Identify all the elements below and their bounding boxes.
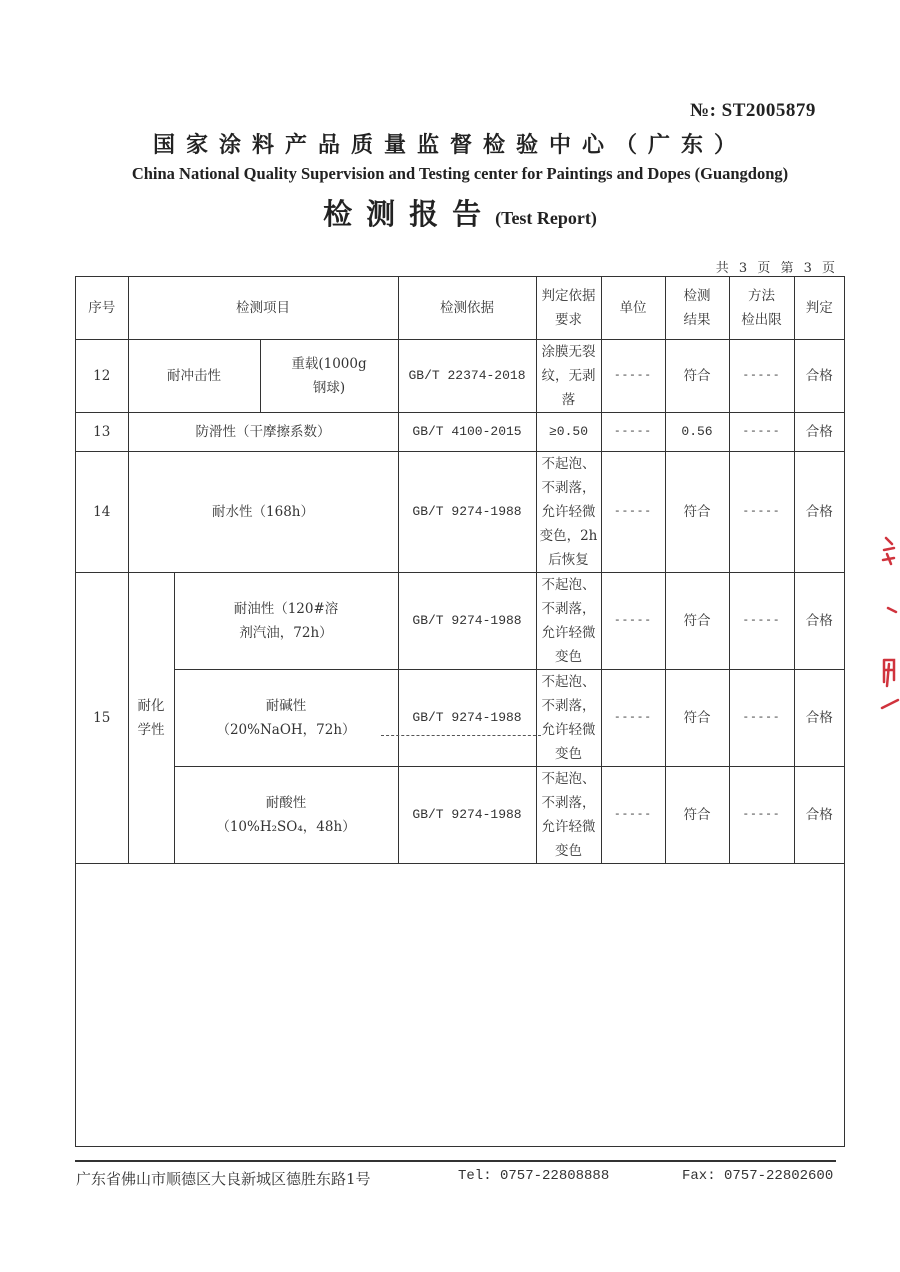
test-result: 符合 [665,669,729,766]
header-unit: 单位 [601,277,665,339]
test-basis: GB/T 9274-1988 [398,669,536,766]
test-subitem: 重载(1000g 钢球) [260,339,398,412]
seal-stamp-fragment-icon [878,530,900,730]
table-row [76,339,844,412]
test-limit: ----- [729,572,794,669]
report-title-en: (Test Report) [495,208,597,228]
test-verdict: 合格 [794,766,844,863]
header-verdict: 判定 [794,277,844,339]
test-unit: ----- [601,766,665,863]
test-result: 符合 [665,451,729,572]
table-row [76,572,844,669]
test-result: 符合 [665,339,729,412]
test-result: 符合 [665,766,729,863]
test-basis: GB/T 9274-1988 [398,572,536,669]
footer-fax: Fax: 0757-22802600 [682,1168,834,1184]
report-number: №: ST2005879 [690,100,816,121]
report-title [0,192,900,233]
header-no: 序号 [76,277,128,339]
test-limit: ----- [729,339,794,412]
header-basis: 检测依据 [398,277,536,339]
header-requirement: 判定依据要求 [536,277,601,339]
test-basis: GB/T 9274-1988 [398,766,536,863]
test-item: 防滑性（干摩擦系数） [128,412,398,451]
test-verdict: 合格 [794,451,844,572]
table-row [76,451,844,572]
footer-tel: Tel: 0757-22808888 [458,1168,610,1184]
test-basis: GB/T 9274-1988 [398,451,536,572]
header-row [76,277,844,339]
organization-name-en: China National Quality Supervision and Testing center for Paintings and Dopes (Guangdong) [131,164,789,183]
footer-address: 广东省佛山市顺德区大良新城区德胜东路1号 [76,1170,371,1188]
row-no: 12 [76,339,128,412]
test-unit: ----- [601,412,665,451]
test-item: 耐水性（168h） [128,451,398,572]
row-no: 15 [76,572,128,863]
header-item: 检测项目 [128,277,398,339]
test-category: 耐冲击性 [128,339,260,412]
test-basis: GB/T 4100-2015 [398,412,536,451]
test-limit: ----- [729,669,794,766]
row-no: 14 [76,451,128,572]
test-basis: GB/T 22374-2018 [398,339,536,412]
test-requirement: 不起泡、不剥落， 允许轻微变色 [536,669,601,766]
test-requirement: 不起泡、不剥落， 允许轻微变色，2h 后恢复 [536,451,601,572]
test-verdict: 合格 [794,572,844,669]
table-row [76,669,844,766]
test-category: 耐化 学性 [128,572,174,863]
test-verdict: 合格 [794,412,844,451]
header-limit: 方法 检出限 [729,277,794,339]
test-unit: ----- [601,451,665,572]
row-no: 13 [76,412,128,451]
test-verdict: 合格 [794,339,844,412]
results-frame [75,276,845,1147]
test-limit: ----- [729,412,794,451]
test-result: 符合 [665,572,729,669]
report-title-cn: 检测报告 [323,197,496,231]
results-table [76,277,844,864]
test-limit: ----- [729,451,794,572]
test-unit: ----- [601,669,665,766]
test-subitem: 耐酸性 （10%H₂SO₄，48h） [174,766,398,863]
table-row [76,412,844,451]
end-of-report-line [381,735,541,736]
test-requirement: ≥0.50 [536,412,601,451]
footer-divider [75,1160,836,1162]
page-count: 共 3 页 第 3 页 [715,261,838,276]
test-unit: ----- [601,339,665,412]
test-subitem: 耐碱性 （20%NaOH，72h） [174,669,398,766]
test-requirement: 不起泡、不剥落， 允许轻微变色 [536,572,601,669]
organization-name-cn: 国家涂料产品质量监督检验中心（广东） [152,133,747,158]
test-unit: ----- [601,572,665,669]
test-requirement: 涂膜无裂纹，无剥 落 [536,339,601,412]
table-row [76,766,844,863]
test-requirement: 不起泡、不剥落， 允许轻微变色 [536,766,601,863]
test-subitem: 耐油性（120#溶 剂汽油，72h） [174,572,398,669]
test-result: 0.56 [665,412,729,451]
header-result: 检测 结果 [665,277,729,339]
test-verdict: 合格 [794,669,844,766]
test-limit: ----- [729,766,794,863]
